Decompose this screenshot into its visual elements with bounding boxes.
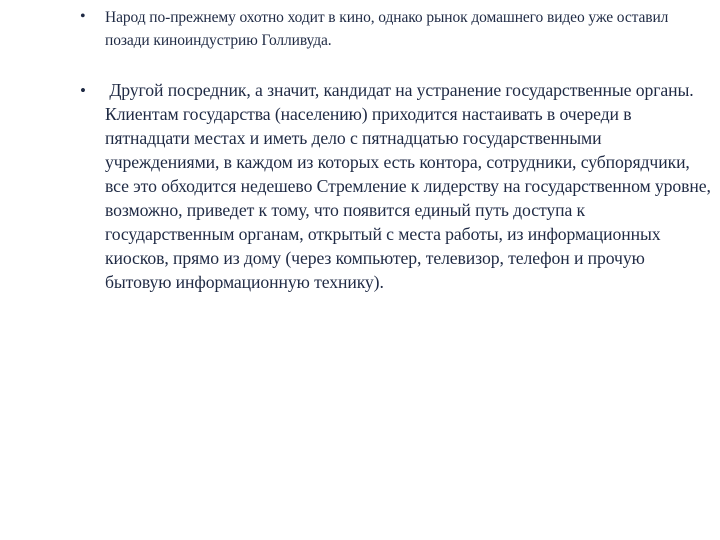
bullet-marker: • bbox=[80, 81, 86, 100]
bullet-item-home-video bbox=[80, 6, 712, 52]
bullet-item-government bbox=[80, 78, 716, 294]
bullet-text: Народ по-прежнему охотно ходит в кино, однако рынок домашнего видео уже оставил позади киноиндустрию Голливуда. bbox=[105, 9, 669, 49]
bullet-marker: • bbox=[80, 8, 86, 25]
bullet-text: Другой посредник, а значит, кандидат на устранение государственные органы. Клиентам государства (населению) приходится настаивать в очереди в пятнадцати местах и иметь дело с пятнадцатью государственными учреждениями, в каждом из которых есть контора, сотрудники, субпорядчики, все это обходится недешево Стремление к лидерству на государственном уровне, возможно, приведет к тому, что появится единый путь доступа к государственным органам, открытый с места работы, из информационных киосков, прямо из дому (через компьютер, телевизор, телефон и прочую бытовую информационную технику). bbox=[105, 80, 716, 292]
